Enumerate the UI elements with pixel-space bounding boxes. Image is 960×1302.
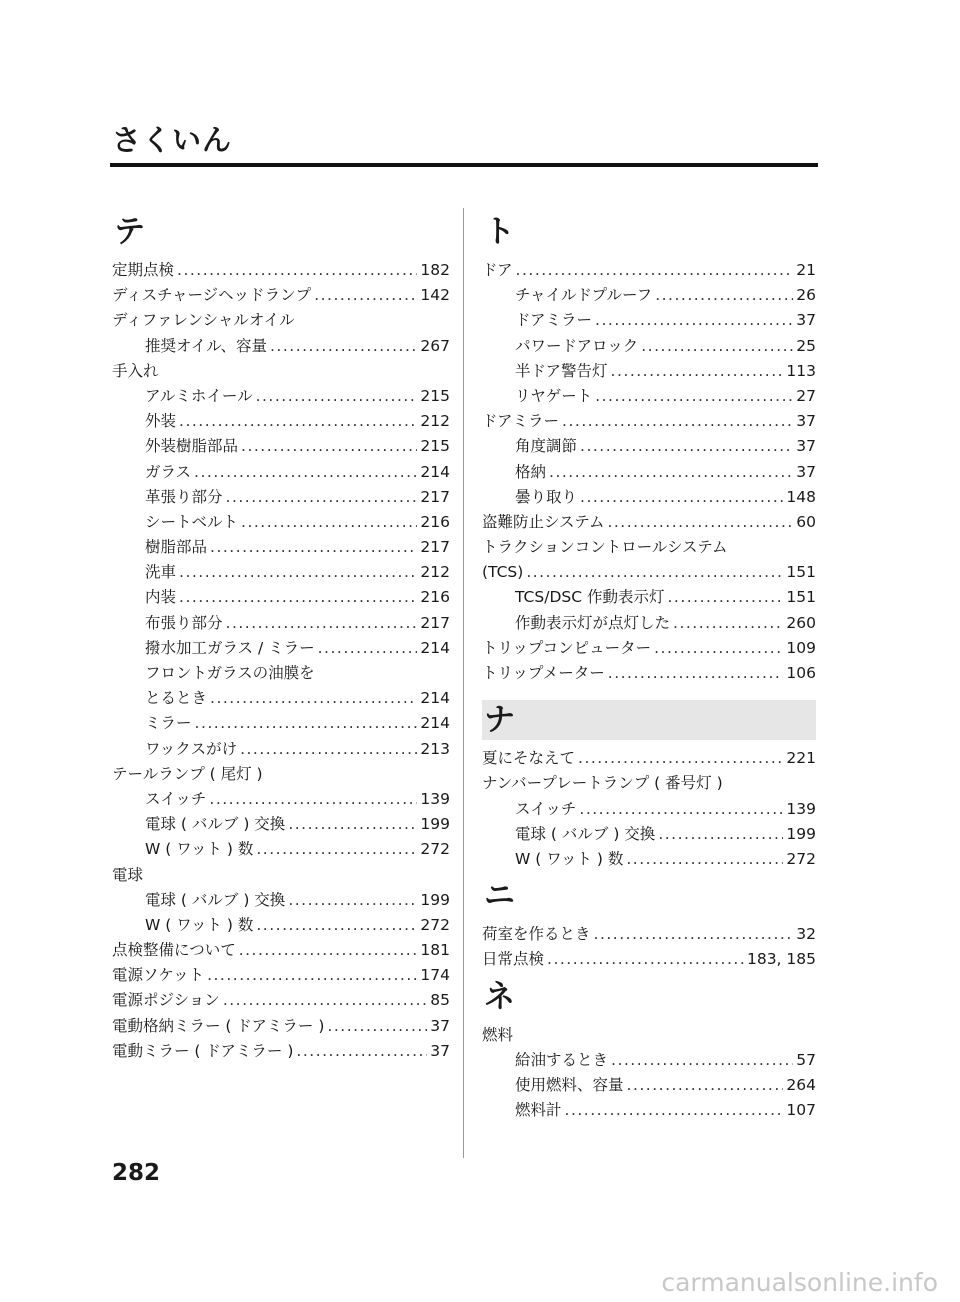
leader-dots: [565, 1098, 784, 1123]
entry-page: 25: [796, 336, 816, 355]
entry-page: 199: [420, 890, 450, 909]
index-entry[interactable]: [112, 283, 450, 308]
entry-page: 60: [796, 512, 816, 531]
entry-page: 214: [420, 714, 450, 733]
entry-page: 151: [786, 588, 816, 607]
leader-dots: [318, 636, 418, 661]
entry-term: ドア: [482, 261, 513, 279]
index-subentry[interactable]: [482, 611, 816, 636]
section-heading-na: ナ: [482, 700, 816, 740]
entry-page: 272: [420, 840, 450, 859]
index-subentry[interactable]: [112, 611, 450, 636]
leader-dots: [562, 409, 793, 434]
leader-dots: [607, 510, 793, 535]
leader-dots: [296, 1039, 427, 1064]
entry-term: W ( ワット ) 数: [515, 849, 624, 868]
entry-page: 26: [796, 286, 816, 305]
leader-dots: [641, 334, 793, 359]
entry-term: 給油するとき: [515, 1050, 609, 1069]
leader-dots: [626, 847, 783, 872]
index-subentry[interactable]: [482, 822, 816, 847]
leader-dots: [667, 585, 783, 610]
entry-page: 183, 185: [746, 950, 816, 969]
entry-term: (TCS): [482, 563, 524, 582]
entry-page: 199: [786, 824, 816, 843]
index-subentry[interactable]: [112, 384, 450, 409]
entry-page: 213: [420, 739, 450, 758]
entry-page: 142: [420, 286, 450, 305]
index-subentry[interactable]: [482, 485, 816, 510]
entry-page: 217: [420, 538, 450, 557]
section-heading-ni: ニ: [484, 878, 515, 915]
leader-dots: [241, 434, 417, 459]
index-subentry[interactable]: [112, 711, 450, 736]
entry-page: 139: [420, 789, 450, 808]
index-subentry[interactable]: [482, 384, 816, 409]
entry-page: 106: [786, 664, 816, 682]
entry-term: 電動格納ミラー ( ドアミラー ): [112, 1016, 325, 1035]
index-subentry[interactable]: [112, 636, 450, 661]
leader-dots: [270, 334, 417, 359]
entry-term: 革張り部分: [145, 487, 223, 506]
entry-page: 199: [420, 815, 450, 834]
entry-page: 85: [430, 991, 450, 1010]
title-rule: [110, 163, 818, 167]
index-column-right: [482, 208, 816, 1123]
leader-dots: [207, 963, 417, 988]
entry-term: ミラー: [145, 714, 192, 733]
entry-page: 221: [786, 749, 816, 768]
entry-page: 32: [796, 925, 816, 944]
leader-dots: [256, 837, 417, 862]
entry-page: 107: [786, 1101, 816, 1120]
index-entry[interactable]: [112, 988, 450, 1013]
entry-term: 角度調節: [515, 437, 578, 456]
entry-term: テールランプ ( 尾灯 ): [112, 764, 263, 783]
leader-dots: [579, 797, 783, 822]
index-group-label: [482, 1023, 816, 1048]
index-subentry[interactable]: [482, 283, 816, 308]
entry-term: ガラス: [145, 462, 192, 481]
index-entry[interactable]: [482, 560, 816, 585]
entry-term: 外装樹脂部品: [145, 437, 239, 456]
entry-term: TCS/DSC 作動表示灯: [515, 588, 665, 607]
leader-dots: [526, 560, 783, 585]
index-subentry[interactable]: [112, 560, 450, 585]
index-subentry[interactable]: [482, 585, 816, 610]
leader-dots: [177, 258, 417, 283]
entry-page: 151: [786, 563, 816, 582]
entry-term: 電球 ( バルブ ) 交換: [515, 824, 656, 843]
index-subentry[interactable]: [112, 787, 450, 812]
leader-dots: [226, 485, 418, 510]
column-divider: [463, 208, 464, 1158]
entry-page: 260: [786, 613, 816, 632]
entry-term: 格納: [515, 462, 547, 481]
index-entry[interactable]: [482, 510, 816, 535]
entry-term: 盗難防止システム: [482, 512, 605, 531]
entry-term: 電球: [112, 865, 144, 884]
entry-term: パワードアロック: [515, 336, 639, 355]
leader-dots: [673, 611, 783, 636]
entry-term: ワックスがけ: [145, 739, 238, 758]
entry-page: 37: [796, 412, 816, 431]
entry-term: 内装: [145, 588, 177, 607]
section-heading-to: ト: [484, 214, 515, 250]
leader-dots: [226, 611, 418, 636]
entry-page: 109: [786, 638, 816, 657]
index-subentry[interactable]: [112, 485, 450, 510]
leader-dots: [239, 938, 418, 963]
leader-dots: [179, 560, 417, 585]
index-entry[interactable]: [482, 947, 816, 972]
entry-page: 267: [420, 336, 450, 355]
entry-page: 27: [796, 386, 816, 405]
entry-page: 217: [420, 487, 450, 506]
leader-dots: [580, 434, 793, 459]
leader-dots: [655, 283, 793, 308]
entry-term: 手入れ: [112, 361, 159, 380]
leader-dots: [611, 1048, 793, 1073]
leader-dots: [578, 746, 783, 771]
entry-term: 電球 ( バルブ ) 交換: [145, 890, 286, 909]
entry-page: 264: [786, 1075, 816, 1094]
leader-dots: [611, 359, 784, 384]
index-subentry[interactable]: [482, 334, 816, 359]
leader-dots: [179, 409, 417, 434]
index-subentry[interactable]: [112, 460, 450, 485]
index-entry[interactable]: [482, 409, 816, 434]
entry-page: 214: [420, 689, 450, 708]
entry-term: ドアミラー: [482, 412, 560, 431]
entry-page: 212: [420, 412, 450, 431]
entry-page: 182: [420, 261, 450, 279]
leader-dots: [314, 283, 417, 308]
entry-page: 215: [420, 386, 450, 405]
entry-page: 37: [430, 1016, 450, 1035]
entry-page: 217: [420, 613, 450, 632]
entry-term: W ( ワット ) 数: [145, 915, 254, 934]
entry-term: 推奨オイル、容量: [145, 336, 267, 355]
index-entry[interactable]: [482, 258, 816, 283]
index-subentry[interactable]: [482, 308, 816, 333]
index-subentry[interactable]: [112, 434, 450, 459]
section-heading-ne: ネ: [484, 978, 515, 1015]
entry-page: 181: [420, 941, 450, 960]
leader-dots: [595, 384, 793, 409]
index-subentry[interactable]: [112, 737, 450, 762]
index-group-label: [112, 863, 450, 888]
entry-page: 214: [420, 462, 450, 481]
entry-page: 37: [796, 437, 816, 456]
entry-term: 燃料計: [515, 1101, 562, 1120]
index-entry[interactable]: [112, 1014, 450, 1039]
entry-term: トリップコンピューター: [482, 638, 652, 657]
entry-term: 定期点検: [112, 261, 175, 279]
leader-dots: [288, 888, 417, 913]
index-subentry[interactable]: [112, 812, 450, 837]
leader-dots: [288, 812, 417, 837]
index-subentry[interactable]: [482, 460, 816, 485]
entry-term: 電球 ( バルブ ) 交換: [145, 815, 286, 834]
entry-term: ディスチャージヘッドランプ: [112, 286, 312, 305]
index-entry[interactable]: [482, 746, 816, 771]
entry-page: 113: [786, 361, 816, 380]
watermark: carmanualsonline.info: [661, 1268, 938, 1297]
index-subentry[interactable]: [112, 913, 450, 938]
index-entry[interactable]: [482, 922, 816, 947]
leader-dots: [547, 947, 744, 972]
entry-term: リヤゲート: [515, 386, 593, 405]
index-subentry[interactable]: [112, 535, 450, 560]
entry-term: 使用燃料、容量: [515, 1075, 624, 1094]
leader-dots: [580, 485, 783, 510]
leader-dots: [209, 787, 417, 812]
index-subentry[interactable]: [112, 334, 450, 359]
leader-dots: [549, 460, 793, 485]
index-subentry[interactable]: [482, 1048, 816, 1073]
entry-term: W ( ワット ) 数: [145, 840, 254, 859]
entry-term: チャイルドプルーフ: [515, 286, 653, 305]
leader-dots: [594, 922, 794, 947]
index-subentry[interactable]: [482, 359, 816, 384]
index-group-label: [112, 359, 450, 384]
leader-dots: [627, 1073, 784, 1098]
index-subentry[interactable]: [112, 888, 450, 913]
entry-term: 電源ソケット: [112, 966, 205, 985]
entry-term: 電動ミラー ( ドアミラー ): [112, 1041, 294, 1060]
index-subentry[interactable]: [482, 797, 816, 822]
leader-dots: [595, 308, 793, 333]
leader-dots: [654, 636, 783, 661]
entry-page: 37: [430, 1041, 450, 1060]
entry-term: 撥水加工ガラス / ミラー: [145, 638, 315, 657]
index-group-label: [482, 771, 816, 796]
index-subentry[interactable]: [482, 847, 816, 872]
index-entry[interactable]: [112, 963, 450, 988]
entry-page: 57: [796, 1050, 816, 1069]
leader-dots: [194, 460, 417, 485]
leader-dots: [256, 913, 417, 938]
entry-term: 電源ポジション: [112, 991, 220, 1010]
index-entry[interactable]: [482, 661, 816, 686]
index-entry[interactable]: [482, 636, 816, 661]
index-group-label: [112, 308, 450, 333]
entry-term: トラクションコントロールシステム: [482, 538, 728, 557]
entry-term: とるとき: [145, 689, 208, 708]
entry-term: 曇り取り: [515, 487, 578, 506]
entry-term: 夏にそなえて: [482, 749, 576, 768]
leader-dots: [608, 661, 784, 686]
entry-page: 216: [420, 512, 450, 531]
index-subentry[interactable]: [112, 510, 450, 535]
entry-term: シートベルト: [145, 512, 239, 531]
leader-dots: [240, 737, 417, 762]
section-heading-te: テ: [114, 214, 145, 250]
index-entry-continued: [482, 535, 816, 560]
entry-page: 37: [796, 311, 816, 330]
page-number: 282: [112, 1160, 161, 1186]
entry-page: 21: [796, 261, 816, 279]
entry-term: スイッチ: [515, 799, 577, 818]
index-entry[interactable]: [112, 1039, 450, 1064]
entry-term: 布張り部分: [145, 613, 223, 632]
entry-page: 37: [796, 462, 816, 481]
entry-term: 樹脂部品: [145, 538, 208, 557]
entry-page: 216: [420, 588, 450, 607]
leader-dots: [210, 686, 417, 711]
entry-page: 148: [786, 487, 816, 506]
index-subentry-continued: [112, 661, 450, 686]
leader-dots: [223, 988, 427, 1013]
leader-dots: [256, 384, 418, 409]
entry-term: 燃料: [482, 1025, 514, 1044]
entry-term: アルミホイール: [145, 386, 253, 405]
entry-page: 139: [786, 799, 816, 818]
entry-term: ナンバープレートランプ ( 番号灯 ): [482, 774, 723, 793]
leader-dots: [658, 822, 783, 847]
entry-term: 洗車: [145, 563, 177, 582]
leader-dots: [179, 585, 417, 610]
entry-page: 272: [420, 915, 450, 934]
entry-term: フロントガラスの油膜を: [145, 664, 315, 682]
entry-page: 272: [786, 849, 816, 868]
entry-term: トリップメーター: [482, 664, 605, 682]
entry-page: 214: [420, 638, 450, 657]
index-subentry[interactable]: [112, 686, 450, 711]
leader-dots: [327, 1014, 427, 1039]
entry-term: 荷室を作るとき: [482, 925, 591, 944]
entry-term: スイッチ: [145, 789, 207, 808]
entry-page: 174: [420, 966, 450, 985]
entry-term: 作動表示灯が点灯した: [515, 613, 671, 632]
leader-dots: [210, 535, 417, 560]
index-subentry[interactable]: [112, 585, 450, 610]
leader-dots: [195, 711, 418, 736]
index-entry[interactable]: [112, 258, 450, 283]
page-title: さくいん: [112, 123, 233, 157]
entry-term: ディファレンシャルオイル: [112, 311, 295, 330]
index-subentry[interactable]: [482, 1098, 816, 1123]
index-subentry[interactable]: [112, 409, 450, 434]
index-subentry[interactable]: [482, 1073, 816, 1098]
entry-term: 半ドア警告灯: [515, 361, 608, 380]
index-subentry[interactable]: [482, 434, 816, 459]
index-column-left: [112, 208, 450, 1064]
index-group-label: [112, 762, 450, 787]
entry-term: 外装: [145, 412, 177, 431]
leader-dots: [516, 258, 794, 283]
leader-dots: [241, 510, 417, 535]
entry-page: 212: [420, 563, 450, 582]
entry-term: 日常点検: [482, 950, 545, 969]
index-subentry[interactable]: [112, 837, 450, 862]
entry-term: 点検整備について: [112, 941, 236, 960]
entry-term: ドアミラー: [515, 311, 593, 330]
entry-page: 215: [420, 437, 450, 456]
index-entry[interactable]: [112, 938, 450, 963]
